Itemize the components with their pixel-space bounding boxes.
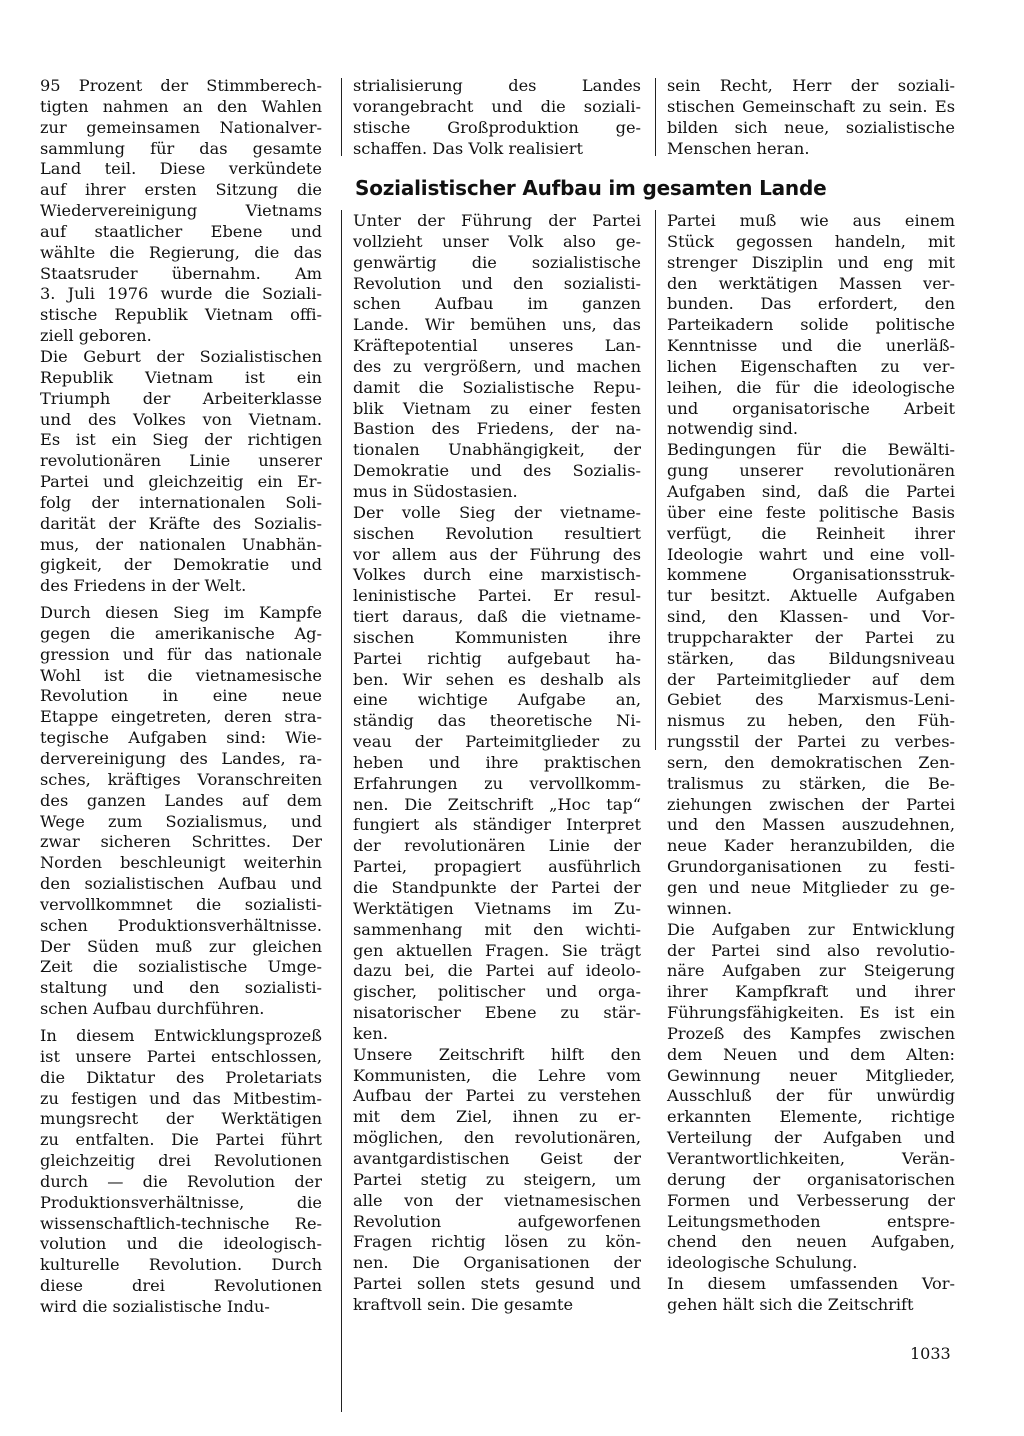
text-line: Norden beschleunigt weiterhin	[40, 853, 322, 873]
column-1	[40, 76, 322, 1318]
text-line: tiert daraus, daß die vietname-	[353, 607, 641, 627]
text-line: vorangebracht und die soziali-	[353, 96, 641, 116]
text-line: derung der organisatorischen	[667, 1169, 955, 1189]
text-line: revolutionären Linie unserer	[40, 451, 322, 471]
text-line: avantgardistischen Geist der	[353, 1148, 641, 1168]
text-line: Republik Vietnam ist ein	[40, 367, 322, 387]
text-line: des ganzen Landes auf dem	[40, 790, 322, 810]
text-line: bunden. Das erfordert, den	[667, 294, 955, 314]
text-line: Partei richtig aufgebaut ha-	[353, 648, 641, 668]
text-line: alle von der vietnamesischen	[353, 1190, 641, 1210]
column-rule	[341, 78, 342, 156]
text-line: Werktätigen Vietnams im Zu-	[353, 898, 641, 918]
text-line: Gewinnung neuer Mitglieder,	[667, 1065, 955, 1085]
text-line: Partei, propagiert ausführlich	[353, 857, 641, 877]
paragraph	[40, 1026, 322, 1318]
text-line: dervereinigung des Landes, ra-	[40, 749, 322, 768]
text-line: vervollkommnet die sozialisti-	[40, 894, 322, 914]
text-line: und des Volkes von Vietnam.	[40, 409, 322, 429]
text-line: stische Großproduktion ge-	[353, 117, 641, 137]
paragraph	[353, 1045, 641, 1316]
text-line: damit die Sozialistische Repu-	[353, 377, 641, 397]
text-line: Durch diesen Sieg im Kampfe	[40, 603, 322, 623]
text-line: ihrer Kampfkraft und ihrer	[667, 982, 955, 1002]
section-heading: Sozialistischer Aufbau im gesamten Lande	[355, 176, 827, 200]
text-line: kommene Organisationsstruk-	[667, 565, 955, 585]
text-line: genwärtig die sozialistische	[353, 252, 641, 272]
text-line: leihen, die für die ideologische	[667, 377, 955, 397]
text-line: rungsstil der Partei zu verbes-	[667, 732, 955, 752]
text-line: Erfahrungen zu vervollkomm-	[353, 773, 641, 793]
text-line: Die Aufgaben zur Entwicklung	[667, 919, 955, 939]
text-line: Prozeß des Kampfes zwischen	[667, 1023, 955, 1043]
text-line: des zu vergrößern, und machen	[353, 356, 641, 376]
text-line: Führungsfähigkeiten. Es ist ein	[667, 1003, 955, 1023]
text-line: folg der internationalen Soli-	[40, 492, 322, 512]
text-line: des Friedens in der Welt.	[40, 576, 247, 596]
text-line: lichen Eigenschaften zu ver-	[667, 356, 955, 376]
text-line: gen aktuellen Fragen. Sie trägt	[353, 940, 641, 960]
text-line: Es ist ein Sieg der richtigen	[40, 430, 322, 450]
page-number: 1033	[910, 1344, 951, 1363]
text-line: Die Geburt der Sozialistischen	[40, 346, 322, 366]
paragraph	[667, 440, 955, 919]
text-line: und organisatorische Arbeit	[667, 398, 955, 418]
text-line: chend den neuen Aufgaben,	[667, 1232, 955, 1252]
text-line: Unsere Zeitschrift hilft den	[353, 1044, 641, 1064]
text-line: gression und für das nationale	[40, 644, 322, 664]
column-rule	[655, 210, 656, 750]
text-line: erkannten Elemente, richtige	[667, 1107, 955, 1127]
text-line: gehen hält sich die Zeitschrift	[667, 1294, 914, 1314]
column-rule	[341, 210, 342, 1412]
text-line: zu entfalten. Die Partei führt	[40, 1130, 322, 1150]
text-line: In diesem Entwicklungsprozeß	[40, 1025, 322, 1045]
text-line: Menschen heran.	[667, 138, 810, 158]
text-line: sammlung für das gesamte	[40, 138, 322, 158]
text-line: tigten nahmen an den Wahlen	[40, 96, 322, 116]
text-line: ben. Wir sehen es deshalb als	[353, 669, 641, 689]
text-line: tegische Aufgaben sind: Wie-	[40, 728, 322, 748]
column-rule	[655, 78, 656, 156]
text-line: stische Republik Vietnam offi-	[40, 305, 322, 325]
text-line: Der volle Sieg der vietname-	[353, 502, 641, 522]
text-line: Ausschluß der für unwürdig	[667, 1086, 955, 1106]
text-line: gegen die amerikanische Ag-	[40, 623, 322, 643]
text-line: nisatorischer Ebene zu stär-	[353, 1003, 641, 1023]
text-line: winnen.	[667, 898, 733, 918]
text-line: der revolutionären Linie der	[353, 836, 641, 856]
paragraph	[353, 503, 641, 1045]
text-line: Ideologie wahrt und eine voll-	[667, 544, 955, 564]
text-line: Revolution und den sozialisti-	[353, 273, 641, 293]
text-line: sein Recht, Herr der soziali-	[667, 76, 955, 95]
text-line: ständig das theoretische Ni-	[353, 711, 641, 731]
text-line: In diesem umfassenden Vor-	[667, 1274, 955, 1294]
text-line: Etappe eingetreten, deren stra-	[40, 707, 322, 727]
paragraph	[353, 76, 641, 159]
text-line: dazu bei, die Partei auf ideolo-	[353, 961, 641, 981]
text-line: strenger Disziplin und eng mit	[667, 252, 955, 272]
text-line: den sozialistischen Aufbau und	[40, 874, 322, 894]
paragraph	[667, 76, 955, 159]
text-line: gischer, politischer und orga-	[353, 982, 641, 1002]
text-line: Bastion des Friedens, der na-	[353, 419, 641, 439]
text-line: Partei muß wie aus einem	[667, 211, 955, 230]
text-line: der Parteimitglieder auf dem	[667, 669, 955, 689]
text-line: Partei und gleichzeitig ein Er-	[40, 472, 322, 492]
text-line: ziell geboren.	[40, 326, 152, 346]
text-line: Verteilung der Aufgaben und	[667, 1128, 955, 1148]
text-line: Grundorganisationen zu festi-	[667, 857, 955, 877]
text-line: mus, der nationalen Unabhän-	[40, 534, 322, 554]
text-line: vor allem aus der Führung des	[353, 544, 641, 564]
text-line: nen. Die Zeitschrift „Hoc tap“	[353, 794, 641, 814]
text-line: zwar sicheren Schrittes. Der	[40, 832, 322, 852]
text-line: Verantwortlichkeiten, Verän-	[667, 1148, 955, 1168]
text-line: über eine feste politische Basis	[667, 502, 955, 522]
text-line: schen Produktionsverhältnisse.	[40, 915, 322, 935]
text-line: sches, kräftiges Voranschreiten	[40, 769, 322, 789]
text-line: Stück gegossen handeln, mit	[667, 231, 955, 251]
text-line: sind, den Klassen- und Vor-	[667, 607, 955, 627]
text-line: Wohl ist die vietnamesische	[40, 665, 322, 685]
text-line: Kommunisten, die Lehre vom	[353, 1065, 641, 1085]
text-line: kraftvoll sein. Die gesamte	[353, 1294, 574, 1314]
text-line: schen Aufbau im ganzen	[353, 294, 641, 314]
text-line: sammenhang mit den wichti-	[353, 919, 641, 939]
text-line: Unter der Führung der Partei	[353, 211, 641, 230]
text-line: Formen und Verbesserung der	[667, 1190, 955, 1210]
paragraph	[40, 347, 322, 597]
text-line: wird die sozialistische Indu-	[40, 1296, 270, 1316]
text-line: Revolution aufgeworfenen	[353, 1211, 641, 1231]
column-2-top	[353, 76, 641, 159]
text-line: Revolution in eine neue	[40, 686, 322, 706]
text-line: die Diktatur des Proletariats	[40, 1067, 322, 1087]
text-line: Partei stetig zu steigern, um	[353, 1169, 641, 1189]
text-line: heben und ihre praktischen	[353, 752, 641, 772]
text-line: Triumph der Arbeiterklasse	[40, 388, 322, 408]
text-line: diese drei Revolutionen	[40, 1276, 322, 1296]
text-line: Staatsruder übernahm. Am	[40, 263, 322, 283]
text-line: 3. Juli 1976 wurde die Soziali-	[40, 284, 322, 304]
text-line: mus in Südostasien.	[353, 481, 518, 501]
text-line: eine wichtige Aufgabe an,	[353, 690, 641, 710]
text-line: blik Vietnam zu einer festen	[353, 398, 641, 418]
text-line: Aufgaben sind, daß die Partei	[667, 481, 955, 501]
text-line: Zeit die sozialistische Umge-	[40, 957, 322, 977]
text-line: Parteikadern solide politische	[667, 315, 955, 335]
text-line: zur gemeinsamen Nationalver-	[40, 117, 322, 137]
text-line: Land teil. Diese verkündete	[40, 159, 322, 179]
text-line: ideologische Schulung.	[667, 1253, 858, 1273]
text-line: leninistische Partei. Er resul-	[353, 586, 641, 606]
text-line: den werktätigen Massen ver-	[667, 273, 955, 293]
text-line: 95 Prozent der Stimmberech-	[40, 76, 322, 95]
text-line: notwendig sind.	[667, 419, 799, 439]
text-line: Fragen richtig lösen zu kön-	[353, 1232, 641, 1252]
text-line: veau der Parteimitglieder zu	[353, 732, 641, 752]
text-line: wissenschaftlich-technische Re-	[40, 1213, 322, 1233]
text-line: stärken, das Bildungsniveau	[667, 648, 955, 668]
text-line: ist unsere Partei entschlossen,	[40, 1046, 322, 1066]
text-line: sischen Kommunisten ihre	[353, 627, 641, 647]
text-line: auf staatlicher Ebene und	[40, 221, 322, 241]
text-line: wählte die Regierung, die das	[40, 242, 322, 262]
text-line: ziehungen zwischen der Partei	[667, 794, 955, 814]
text-line: kulturelle Revolution. Durch	[40, 1255, 322, 1275]
text-line: Wiedervereinigung Vietnams	[40, 201, 322, 221]
text-line: volution und die ideologisch-	[40, 1234, 322, 1254]
text-line: der Partei sind also revolutio-	[667, 940, 955, 960]
text-line: Leitungsmethoden entspre-	[667, 1211, 955, 1231]
text-line: schen Aufbau durchführen.	[40, 999, 265, 1019]
text-line: Partei sollen stets gesund und	[353, 1274, 641, 1294]
paragraph	[353, 211, 641, 503]
text-line: nismus zu heben, den Füh-	[667, 711, 955, 731]
text-line: tur besitzt. Aktuelle Aufgaben	[667, 586, 955, 606]
paragraph	[667, 920, 955, 1274]
text-line: neue Kader heranzubilden, die	[667, 836, 955, 856]
text-line: darität der Kräfte des Sozialis-	[40, 513, 322, 533]
text-line: durch — die Revolution der	[40, 1171, 322, 1191]
column-2	[353, 211, 641, 1316]
text-line: sern, den demokratischen Zen-	[667, 752, 955, 772]
text-line: die Standpunkte der Partei der	[353, 878, 641, 897]
text-line: tionalen Unabhängigkeit, der	[353, 440, 641, 460]
text-line: möglichen, den revolutionären,	[353, 1128, 641, 1148]
text-line: strialisierung des Landes	[353, 76, 641, 95]
column-3	[667, 211, 955, 1316]
text-line: näre Aufgaben zur Steigerung	[667, 961, 955, 981]
text-line: auf ihrer ersten Sitzung die	[40, 180, 322, 200]
text-line: Kräftepotential unseres Lan-	[353, 336, 641, 356]
text-line: Der Süden muß zur gleichen	[40, 936, 322, 956]
text-line: gen und neue Mitglieder zu ge-	[667, 878, 955, 897]
paragraph	[40, 603, 322, 1020]
text-line: mit dem Ziel, ihnen zu er-	[353, 1107, 641, 1127]
text-line: verfügt, die Reinheit ihrer	[667, 523, 955, 543]
text-line: Aufbau der Partei zu verstehen	[353, 1086, 641, 1106]
text-line: Demokratie und des Sozialis-	[353, 461, 641, 481]
text-line: Bedingungen für die Bewälti-	[667, 440, 955, 460]
paragraph	[40, 76, 322, 347]
text-line: gigkeit, der Demokratie und	[40, 555, 322, 575]
text-line: zu festigen und das Mitbestim-	[40, 1088, 322, 1108]
text-line: stischen Gemeinschaft zu sein. Es	[667, 96, 955, 116]
text-line: gleichzeitig drei Revolutionen	[40, 1151, 322, 1171]
text-line: vollzieht unser Volk also ge-	[353, 231, 641, 251]
text-line: fungiert als ständiger Interpret	[353, 815, 641, 835]
paragraph	[667, 211, 955, 440]
text-line: Lande. Wir bemühen uns, das	[353, 315, 641, 335]
text-line: Gebiet des Marxismus-Leni-	[667, 690, 955, 710]
text-line: truppcharakter der Partei zu	[667, 627, 955, 647]
text-line: Produktionsverhältnisse, die	[40, 1192, 322, 1212]
text-line: Kenntnisse und die unerläß-	[667, 336, 955, 356]
text-line: nen. Die Organisationen der	[353, 1253, 641, 1273]
text-line: und den Massen auszudehnen,	[667, 815, 955, 835]
paragraph	[667, 1274, 955, 1316]
text-line: sischen Revolution resultiert	[353, 523, 641, 543]
text-line: Wege zum Sozialismus, und	[40, 811, 322, 831]
text-line: ken.	[353, 1023, 388, 1043]
text-line: staltung und den sozialisti-	[40, 978, 322, 998]
column-3-top	[667, 76, 955, 159]
text-line: schaffen. Das Volk realisiert	[353, 138, 584, 158]
text-line: mungsrecht der Werktätigen	[40, 1109, 322, 1129]
text-line: Volkes durch eine marxistisch-	[353, 565, 641, 585]
text-line: tralismus zu stärken, die Be-	[667, 773, 955, 793]
text-line: dem Neuen und dem Alten:	[667, 1044, 955, 1064]
text-line: bilden sich neue, sozialistische	[667, 117, 955, 137]
text-line: gung unserer revolutionären	[667, 461, 955, 481]
